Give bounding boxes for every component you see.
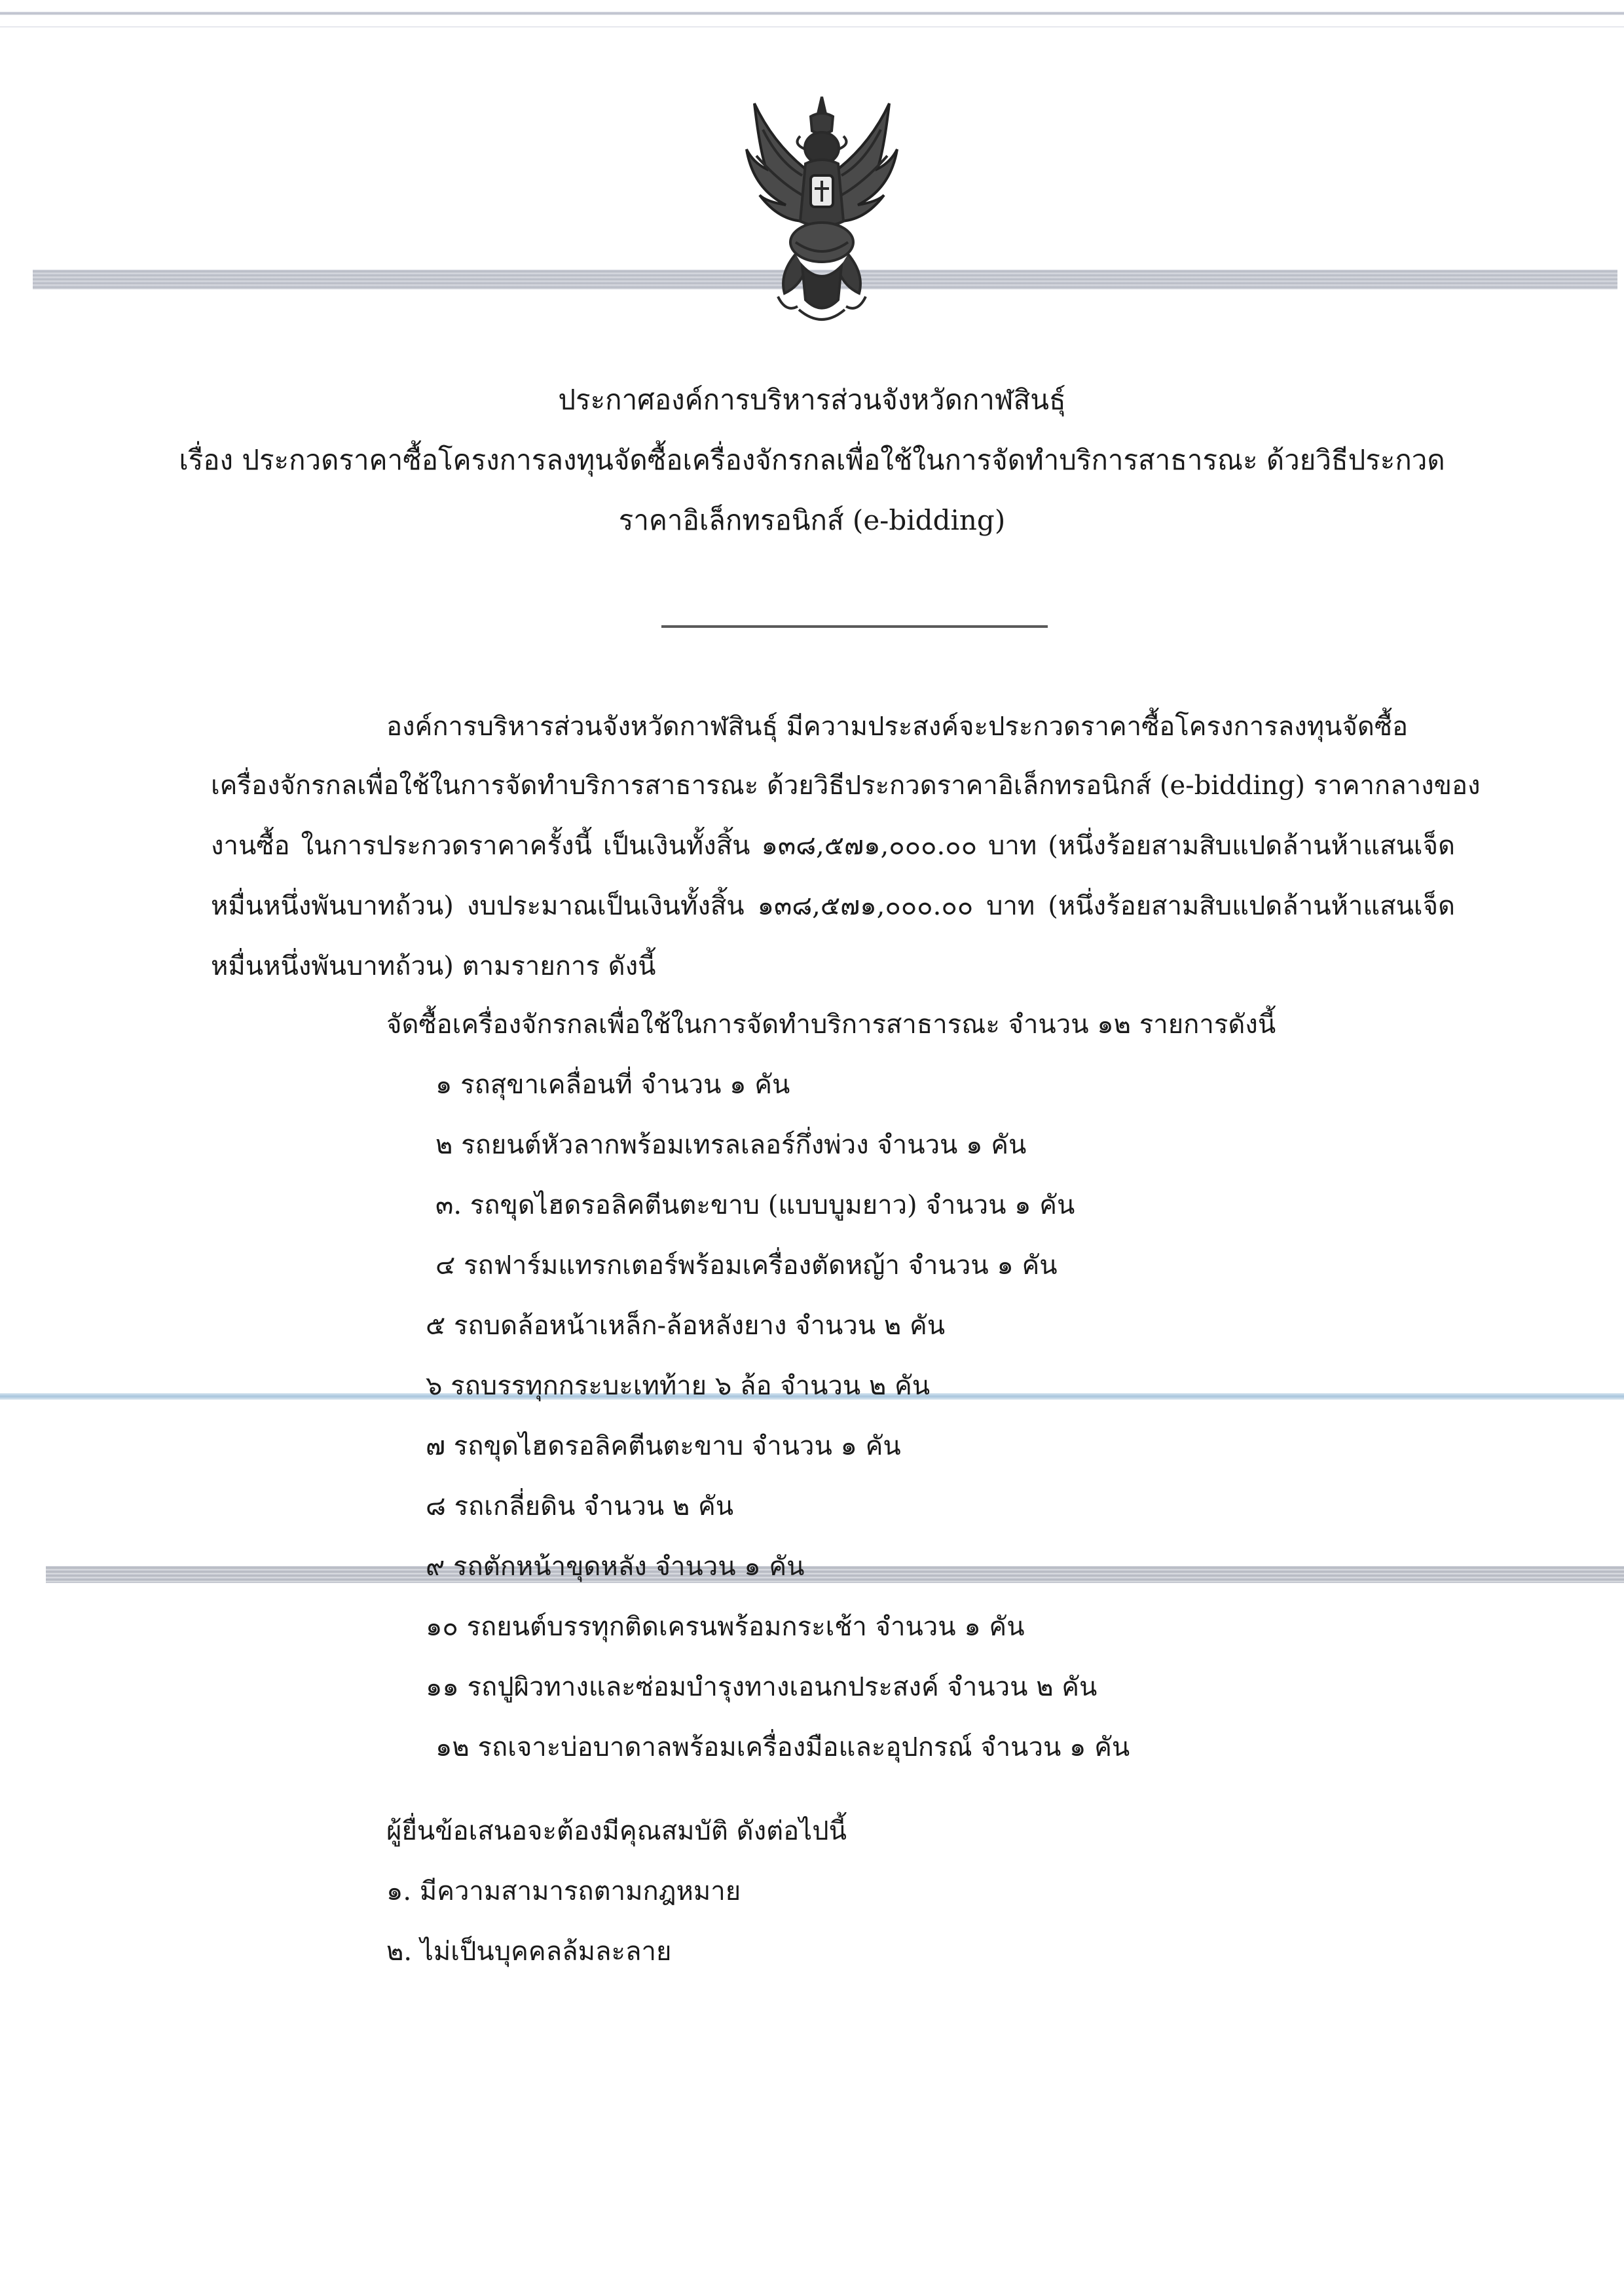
announcement-subject-continued: ราคาอิเล็กทรอนิกส์ (e-bidding) (618, 504, 1006, 536)
list-item: ๕ รถบดล้อหน้าเหล็ก-ล้อหลังยาง จำนวน ๒ คัน (426, 1311, 946, 1341)
body-paragraph-line: งานซื้อ ในการประกวดราคาครั้งนี้ เป็นเงินทั้งสิ้น ๑๓๘,๕๗๑,๐๐๐.๐๐ บาท (หนึ่งร้อยสามสิบแปดล้านห้าแสนเจ็ด (211, 831, 1455, 861)
list-item: ๑๐ รถยนต์บรรทุกติดเครนพร้อมกระเช้า จำนวน ๑ คัน (426, 1612, 1025, 1642)
title-divider (661, 625, 1048, 628)
list-item: ๖ รถบรรทุกกระบะเทท้าย ๖ ล้อ จำนวน ๒ คัน (426, 1371, 931, 1401)
scan-streak (46, 1566, 1624, 1583)
scan-streak (0, 12, 1624, 15)
list-item: ๗ รถขุดไฮดรอลิคตีนตะขาบ จำนวน ๑ คัน (426, 1431, 901, 1461)
list-item: ๑๒ รถเจาะบ่อบาดาลพร้อมเครื่องมือและอุปกรณ์ จำนวน ๑ คัน (435, 1732, 1130, 1762)
list-item: ๑ รถสุขาเคลื่อนที่ จำนวน ๑ คัน (435, 1070, 790, 1100)
announcement-title: ประกาศองค์การบริหารส่วนจังหวัดกาฬสินธุ์ (558, 384, 1066, 416)
garuda-emblem-icon (740, 90, 904, 333)
list-item: ๒ รถยนต์หัวลากพร้อมเทรลเลอร์กึ่งพ่วง จำนวน ๑ คัน (435, 1130, 1027, 1160)
list-item: ๘ รถเกลี่ยดิน จำนวน ๒ คัน (426, 1491, 734, 1522)
list-intro: จัดซื้อเครื่องจักรกลเพื่อใช้ในการจัดทำบริการสาธารณะ จำนวน ๑๒ รายการดังนี้ (386, 1010, 1276, 1040)
scan-streak (0, 26, 1624, 27)
body-paragraph-line: หมื่นหนึ่งพันบาทถ้วน) ตามรายการ ดังนี้ (211, 951, 656, 981)
qualifications-title: ผู้ยื่นข้อเสนอจะต้องมีคุณสมบัติ ดังต่อไปนี้ (386, 1816, 847, 1846)
qualification-item: ๑. มีความสามารถตามกฎหมาย (386, 1876, 741, 1906)
list-item: ๙ รถตักหน้าขุดหลัง จำนวน ๑ คัน (426, 1552, 805, 1582)
list-item: ๔ รถฟาร์มแทรกเตอร์พร้อมเครื่องตัดหญ้า จำนวน ๑ คัน (435, 1250, 1058, 1281)
body-paragraph-line: หมื่นหนึ่งพันบาทถ้วน) งบประมาณเป็นเงินทั้งสิ้น ๑๓๘,๕๗๑,๐๐๐.๐๐ บาท (หนึ่งร้อยสามสิบแปดล้านห้าแสนเจ็ด (211, 891, 1455, 921)
list-item: ๑๑ รถปูผิวทางและซ่อมบำรุงทางเอนกประสงค์ จำนวน ๒ คัน (426, 1672, 1098, 1702)
list-item: ๓. รถขุดไฮดรอลิคตีนตะขาบ (แบบบูมยาว) จำนวน ๑ คัน (435, 1190, 1075, 1220)
announcement-subject: เรื่อง ประกวดราคาซื้อโครงการลงทุนจัดซื้อเครื่องจักรกลเพื่อใช้ในการจัดทำบริการสาธารณะ ด้วยวิธีประกวด (179, 444, 1445, 476)
body-paragraph-line: องค์การบริหารส่วนจังหวัดกาฬสินธุ์ มีความประสงค์จะประกวดราคาซื้อโครงการลงทุนจัดซื้อ (386, 712, 1409, 742)
body-paragraph-line: เครื่องจักรกลเพื่อใช้ในการจัดทำบริการสาธารณะ ด้วยวิธีประกวดราคาอิเล็กทรอนิกส์ (e-bidding) ราคากลางของ (211, 771, 1481, 801)
qualification-item: ๒. ไม่เป็นบุคคลล้มละลาย (386, 1937, 672, 1967)
